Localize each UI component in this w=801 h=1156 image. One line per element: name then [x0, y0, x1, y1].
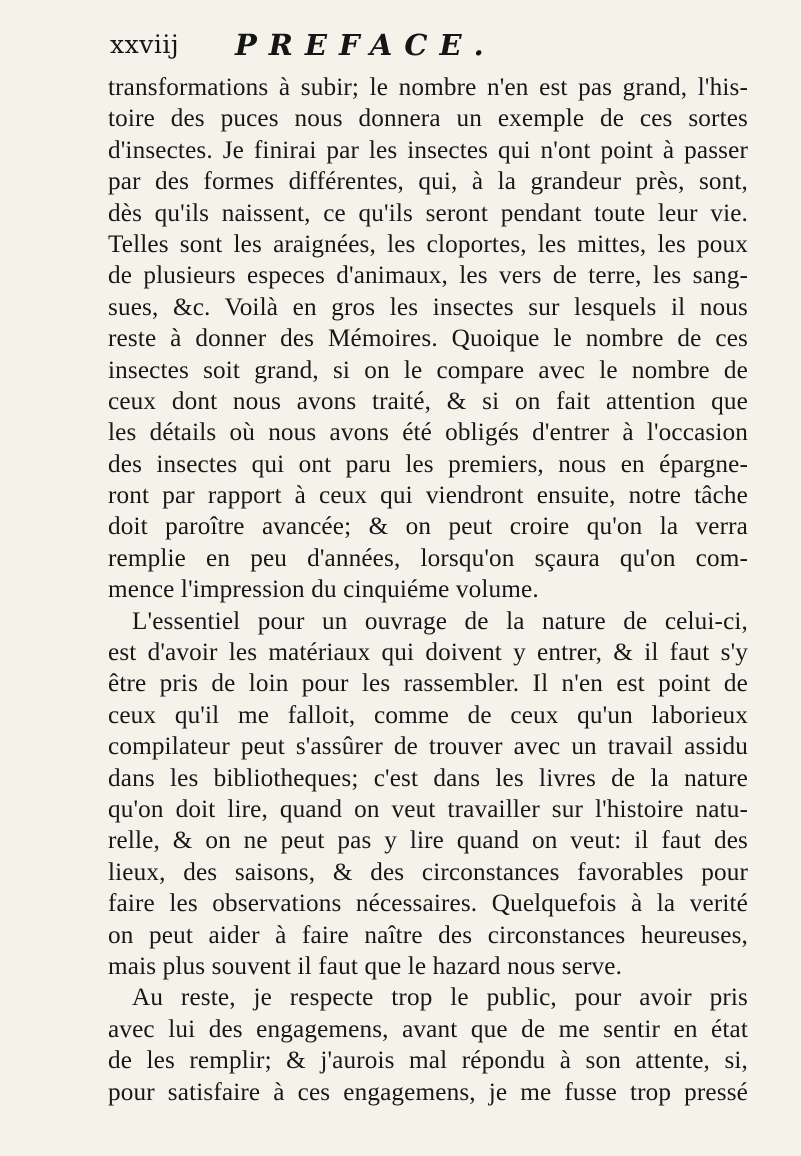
text-line: lieux, des saisons, & des circonstances favorables pour: [108, 858, 748, 886]
text-line: de les remplir; & j'aurois mal répondu à son attente, si,: [108, 1047, 748, 1075]
text-line: est d'avoir les matériaux qui doivent y entrer, & il faut s'y: [108, 639, 748, 667]
text-line: remplie en peu d'années, lorsqu'on sçaura qu'on com-: [108, 544, 748, 572]
text-line: dans les bibliotheques; c'est dans les livres de la nature: [108, 764, 748, 792]
page-number: xxviij: [110, 30, 180, 59]
text-line: mence l'impression du cinquiéme volume.: [108, 576, 539, 604]
text-line: des insectes qui ont paru les premiers, nous en épargne-: [108, 450, 748, 478]
text-line: par des formes différentes, qui, à la grandeur près, sont,: [108, 168, 748, 196]
text-line: on peut aider à faire naître des circonstances heureuses,: [108, 921, 748, 949]
text-line: de plusieurs especes d'animaux, les vers de terre, les sang-: [108, 262, 748, 290]
text-line: être pris de loin pour les rassembler. Il n'en est point de: [108, 670, 748, 698]
text-line: faire les observations nécessaires. Quelquefois à la verité: [108, 890, 748, 918]
text-line: compilateur peut s'assûrer de trouver avec un travail assidu: [108, 733, 748, 761]
text-line: relle, & on ne peut pas y lire quand on veut: il faut des: [108, 827, 748, 855]
text-line: insectes soit grand, si on le compare avec le nombre de: [108, 356, 748, 384]
text-line: doit paroître avancée; & on peut croire qu'on la verra: [108, 513, 748, 541]
text-line: Au reste, je respecte trop le public, pour avoir pris: [132, 984, 748, 1012]
text-line: d'insectes. Je finirai par les insectes qui n'ont point à passer: [108, 136, 748, 164]
text-line: dès qu'ils naissent, ce qu'ils seront pendant toute leur vie.: [108, 199, 748, 227]
text-line: qu'on doit lire, quand on veut travailler sur l'histoire natu-: [108, 795, 748, 823]
text-line: toire des puces nous donnera un exemple de ces sortes: [108, 105, 748, 133]
text-line: ront par rapport à ceux qui viendront ensuite, notre tâche: [108, 482, 748, 510]
text-line: ceux qu'il me falloit, comme de ceux qu'un laborieux: [108, 701, 748, 729]
text-line: les détails où nous avons été obligés d'entrer à l'occasion: [108, 419, 748, 447]
text-line: sues, &c. Voilà en gros les insectes sur lesquels il nous: [108, 293, 748, 321]
text-line: Telles sont les araignées, les cloportes, les mittes, les poux: [108, 230, 748, 258]
text-line: avec lui des engagemens, avant que de me sentir en état: [108, 1015, 748, 1043]
text-line: L'essentiel pour un ouvrage de la nature de celui-ci,: [132, 607, 748, 635]
text-line: mais plus souvent il faut que le hazard nous serve.: [108, 952, 623, 980]
text-line: transformations à subir; le nombre n'en est pas grand, l'his-: [108, 74, 748, 101]
text-line: reste à donner des Mémoires. Quoique le nombre de ces: [108, 325, 748, 353]
text-line: ceux dont nous avons traité, & si on fait attention que: [108, 387, 748, 415]
text-line: pour satisfaire à ces engagemens, je me fusse trop pressé: [108, 1078, 748, 1106]
running-head: PREFACE.: [235, 28, 496, 62]
body-text: [108, 72, 748, 1108]
page-header: [110, 28, 710, 72]
